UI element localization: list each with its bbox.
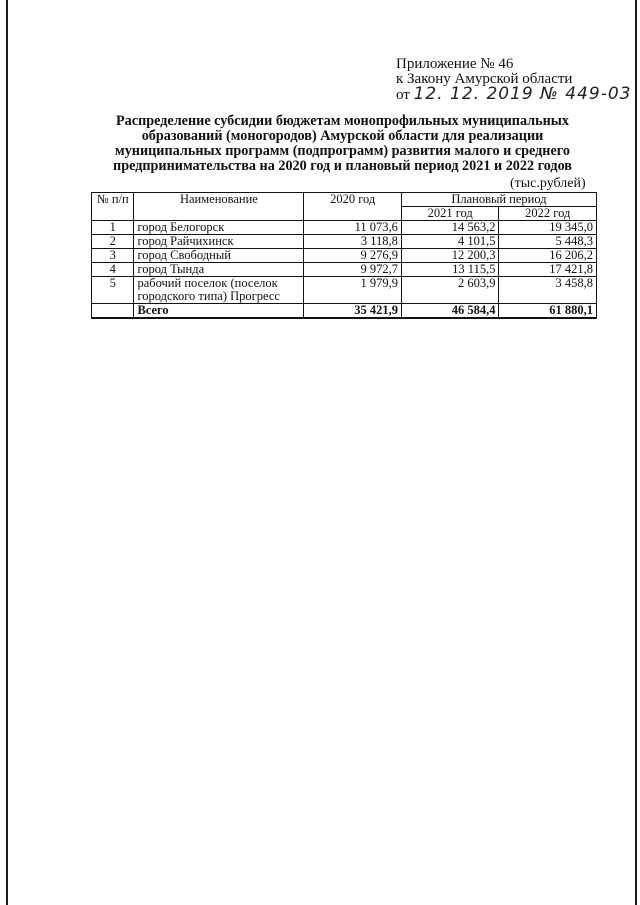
row-2020: 9 276,9 xyxy=(304,249,402,263)
total-2021: 46 584,4 xyxy=(401,304,499,319)
units-label: (тыс.рублей) xyxy=(510,176,586,191)
header-name: Наименование xyxy=(134,193,304,221)
row-num: 2 xyxy=(92,235,134,249)
appendix-date-line xyxy=(396,84,632,104)
row-2021: 13 115,5 xyxy=(401,263,499,277)
total-2022: 61 880,1 xyxy=(499,304,597,319)
row-2022: 16 206,2 xyxy=(499,249,597,263)
row-2022: 5 448,3 xyxy=(499,235,597,249)
row-name: город Свободный xyxy=(134,249,304,263)
row-name: город Райчихинск xyxy=(134,235,304,249)
table-row xyxy=(92,221,597,235)
subsidy-table xyxy=(91,192,597,319)
row-2021: 2 603,9 xyxy=(401,277,499,304)
appendix-block xyxy=(396,57,631,103)
row-2020: 1 979,9 xyxy=(304,277,402,304)
table-total-row xyxy=(92,304,597,319)
row-name: рабочий поселок (поселок городского типа) Прогресс xyxy=(134,277,304,304)
handwritten-date-number: 12. 12. 2019 № 449-03 xyxy=(413,84,632,104)
document-title: Распределение субсидии бюджетам монопрофильных муниципальных образований (моногородов) Амурской области для реализации муниципальных программ (подпрограмм) развития малого и среднего предпринимательства на 2020 год и плановый период 2021 и 2022 годов xyxy=(113,113,572,174)
row-name: город Тында xyxy=(134,263,304,277)
total-2020: 35 421,9 xyxy=(304,304,402,319)
row-num: 1 xyxy=(92,221,134,235)
page-edge-right xyxy=(635,0,637,905)
row-num: 4 xyxy=(92,263,134,277)
row-2021: 4 101,5 xyxy=(401,235,499,249)
row-2020: 9 972,7 xyxy=(304,263,402,277)
table-row xyxy=(92,277,597,304)
row-num: 3 xyxy=(92,249,134,263)
row-2021: 12 200,3 xyxy=(401,249,499,263)
table-row xyxy=(92,235,597,249)
row-2022: 3 458,8 xyxy=(499,277,597,304)
appendix-date-prefix: от xyxy=(396,87,410,103)
row-name: город Белогорск xyxy=(134,221,304,235)
page-edge-left xyxy=(6,0,8,905)
appendix-law: к Закону Амурской области xyxy=(396,71,573,87)
row-2022: 17 421,8 xyxy=(499,263,597,277)
table-header-row xyxy=(92,193,597,207)
appendix-number: Приложение № 46 xyxy=(396,56,514,72)
row-2021: 14 563,2 xyxy=(401,221,499,235)
row-2020: 11 073,6 xyxy=(304,221,402,235)
table-row xyxy=(92,263,597,277)
row-2022: 19 345,0 xyxy=(499,221,597,235)
row-2020: 3 118,8 xyxy=(304,235,402,249)
header-planned-period: Плановый период xyxy=(401,193,596,207)
total-num-empty xyxy=(92,304,134,319)
header-2020: 2020 год xyxy=(304,193,402,221)
header-2022: 2022 год xyxy=(499,207,597,221)
row-num: 5 xyxy=(92,277,134,304)
header-2021: 2021 год xyxy=(401,207,499,221)
total-label: Всего xyxy=(134,304,304,319)
table-row xyxy=(92,249,597,263)
header-num: № п/п xyxy=(92,193,134,221)
